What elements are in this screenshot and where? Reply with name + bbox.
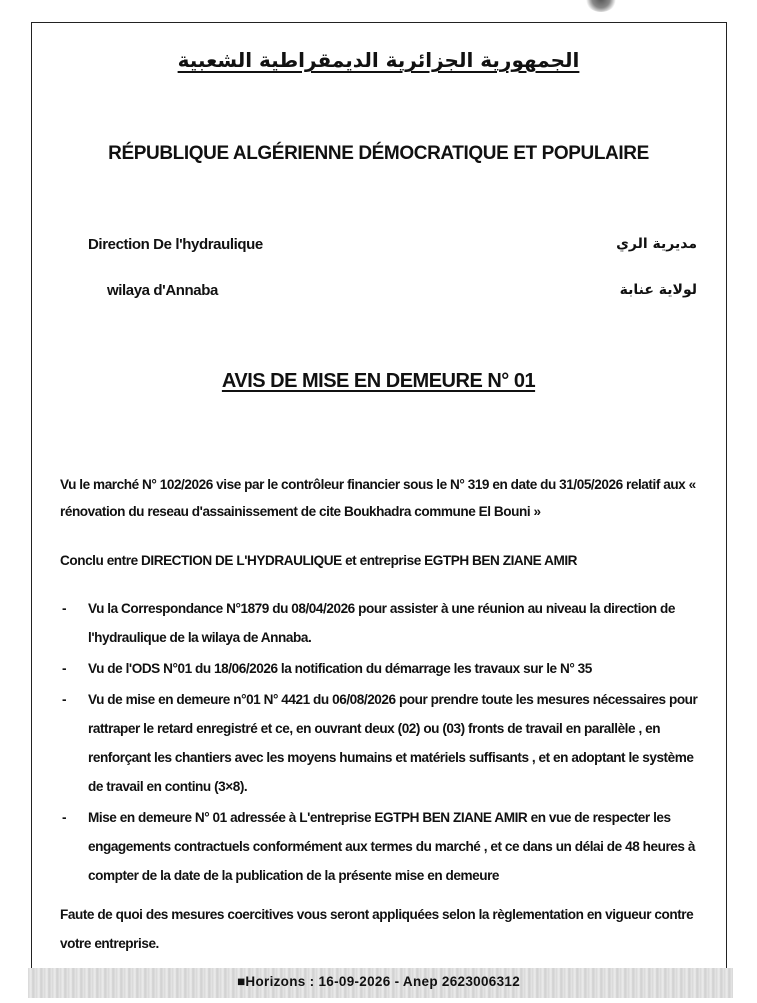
issuer-wilaya: wilaya d'Annaba <box>107 282 218 299</box>
bullet-text: Vu de mise en demeure n°01 N° 4421 du 06/08/2026 pour prendre toute les mesures nécessaires pour rattraper le retard enregistré et ce, en ouvrant deux (02) ou (03) fronts de travail en parallèle , en renforçant les chantiers avec les moyens humains et matériels suffisants , et en adoptant le système de travail en continu (3×8). <box>88 692 698 794</box>
arabic-republic-title-text: الجمهورية الجزائرية الديمقراطية الشعبية <box>177 48 580 72</box>
list-item <box>60 654 710 683</box>
list-item <box>60 803 710 890</box>
issuer-department-arabic: مديرية الري <box>616 236 697 252</box>
bullet-text: Vu de l'ODS N°01 du 18/06/2026 la notification du démarrage les travaux sur le N° 35 <box>88 661 592 676</box>
notice-paragraph-parties: Conclu entre DIRECTION DE L'HYDRAULIQUE et entreprise EGTPH BEN ZIANE AMIR <box>60 553 578 568</box>
notice-title <box>0 370 757 393</box>
bullet-text: Vu la Correspondance N°1879 du 08/04/2026 pour assister à une réunion au niveau la direction de l'hydraulique de la wilaya de Annaba. <box>88 601 675 645</box>
bullet-dash: - <box>62 692 67 707</box>
bullet-dash: - <box>62 810 67 825</box>
bullet-text: Mise en demeure N° 01 adressée à L'entreprise EGTPH BEN ZIANE AMIR en vue de respecter les engagements contractuels conformément aux termes du marché , et ce dans un délai de 48 heures à compter de la date de la publication de la présente mise en demeure <box>88 810 695 883</box>
arabic-republic-title <box>0 48 757 72</box>
scan-mark <box>586 0 616 12</box>
issuer-department: Direction De l'hydraulique <box>88 236 263 253</box>
french-republic-title: RÉPUBLIQUE ALGÉRIENNE DÉMOCRATIQUE ET POPULAIRE <box>108 143 649 164</box>
notice-title-text: AVIS DE MISE EN DEMEURE N° 01 <box>221 370 536 392</box>
publication-footer: ■Horizons : 16-09-2026 - Anep 2623006312 <box>236 974 521 989</box>
bullet-dash: - <box>62 661 67 676</box>
notice-paragraph-contract: Vu le marché N° 102/2026 vise par le contrôleur financier sous le N° 319 en date du 31/05/2026 relatif aux « rénovation du reseau d'assainissement de cite Boukhadra commune El Bouni » <box>60 477 696 519</box>
list-item <box>60 594 710 652</box>
notice-bullet-list <box>60 594 710 892</box>
list-item <box>60 685 710 801</box>
issuer-wilaya-arabic: لولاية عنابة <box>619 282 697 298</box>
notice-closing-paragraph: Faute de quoi des mesures coercitives vous seront appliquées selon la règlementation en vigueur contre votre entreprise. <box>60 907 694 951</box>
bullet-dash: - <box>62 601 67 616</box>
